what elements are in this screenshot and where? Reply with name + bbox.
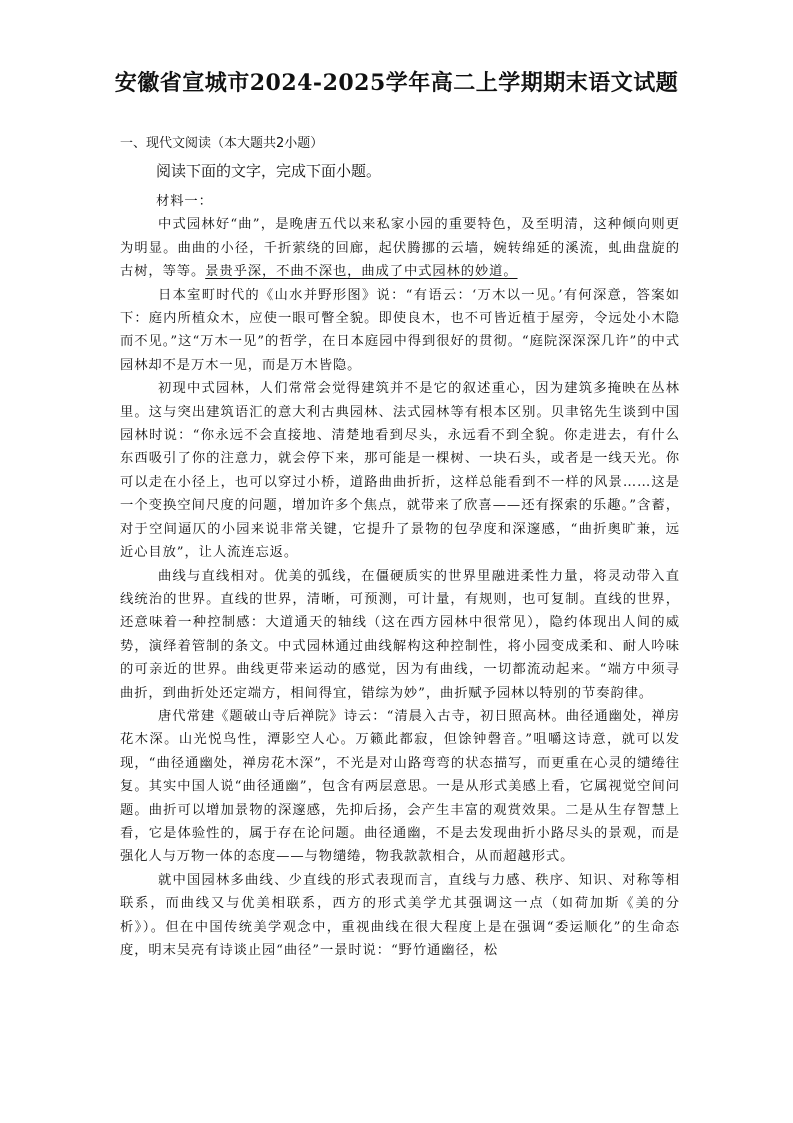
document-title: 安徽省宣城市2024-2025学年高二上学期期末语文试题 bbox=[114, 70, 679, 96]
paragraph-text: 中式园林好“曲”，是晚唐五代以来私家小园的重要特色，及至明清，这种倾向则更为明显。曲曲的小径，千折萦绕的回廊，起伏腾挪的云墙，婉转绵延的溪流，虬曲盘旋的古树，等等。 bbox=[120, 217, 680, 280]
passage-paragraph-3: 初现中式园林，人们常常会觉得建筑并不是它的叙述重心，因为建筑多掩映在丛林里。这与突出建筑语汇的意大利古典园林、法式园林等有根本区别。贝聿铭先生谈到中国园林时说：“你永远不会直接地、清楚地看到尽头，永远看不到全貌。你走进去，有什么东西吸引了你的注意力，就会停下来，那可能是一棵树、一块石头，或者是一线天光。你可以走在小径上，也可以穿过小桥，道路曲曲折折，这样总能看到不一样的风景……这是一个变换空间尺度的问题，增加许多个焦点，就带来了欣喜——还有探索的乐趣。”含蓄，对于空间逼仄的小园来说非常关键，它提升了景物的包孕度和深邃感，“曲折奥旷兼，远近心目放”，让人流连忘返。 bbox=[120, 381, 680, 561]
reading-instruction: 阅读下面的文字，完成下面小题。 bbox=[156, 162, 382, 180]
reading-passage bbox=[120, 190, 680, 962]
passage-paragraph-5: 唐代常建《题破山寺后禅院》诗云：“清晨入古寺，初日照高林。曲径通幽处，禅房花木深。山光悦鸟性，潭影空人心。万籁此都寂，但馀钟磬音。”咀嚼这诗意，就可以发现，“曲径通幽处，禅房花木深”，不光是对山路弯弯的状态描写，而更重在心灵的缱绻往复。其实中国人说“曲径通幽”，包含有两层意思。一是从形式美感上看，它属视觉空间问题。曲折可以增加景物的深邃感，先抑后扬，会产生丰富的观赏效果。二是从生存智慧上看，它是体验性的，属于存在论问题。曲径通幽，不是去发现曲折小路尽头的景观，而是强化人与万物一体的态度——与物缱绻，物我款款相合，从而超越形式。 bbox=[120, 708, 680, 865]
material-label: 材料一： bbox=[156, 194, 213, 209]
passage-paragraph-4: 曲线与直线相对。优美的弧线，在僵硬质实的世界里融进柔性力量，将灵动带入直线统治的世界。直线的世界，清晰，可预测，可计量，有规则，也可复制。直线的世界，还意味着一种控制感：大道通天的轴线（这在西方园林中很常见），隐约体现出人间的威势，演绎着管制的条文。中式园林通过曲线解构这种控制性，将小园变成柔和、耐人吟味的可亲近的世界。曲线更带来运动的感觉，因为有曲线，一切都流动起来。“端方中须寻曲折，到曲折处还定端方，相间得宜，错综为妙”，曲折赋予园林以特别的节奏韵律。 bbox=[120, 568, 680, 701]
underlined-sentence: 景贵乎深，不曲不深也，曲成了中式园林的妙道。 bbox=[205, 264, 518, 280]
passage-paragraph-6: 就中国园林多曲线、少直线的形式表现而言，直线与力感、秩序、知识、对称等相联系，而曲线又与优美相联系，西方的形式美学尤其强调这一点（如荷加斯《美的分析》）。但在中国传统美学观念中，重视曲线在很大程度上是在强调“委运顺化”的生命态度，明末吴亮有诗谈止园“曲径”一景时说：“野竹通幽径，松 bbox=[120, 872, 680, 958]
section-heading: 一、现代文阅读（本大题共2小题） bbox=[120, 136, 324, 151]
passage-paragraph-2: 日本室町时代的《山水并野形图》说：“有语云：‘万木以一见。’有何深意，答案如下：庭内所植众木，应使一眼可瞥全貌。即使良木，也不可皆近植于屋旁，令远处小木隐而不见。”这“万木一见”的哲学，在日本庭园中得到很好的贯彻。“庭院深深深几许”的中式园林却不是万木一见，而是万木皆隐。 bbox=[120, 287, 680, 373]
passage-paragraph-1 bbox=[120, 213, 680, 283]
